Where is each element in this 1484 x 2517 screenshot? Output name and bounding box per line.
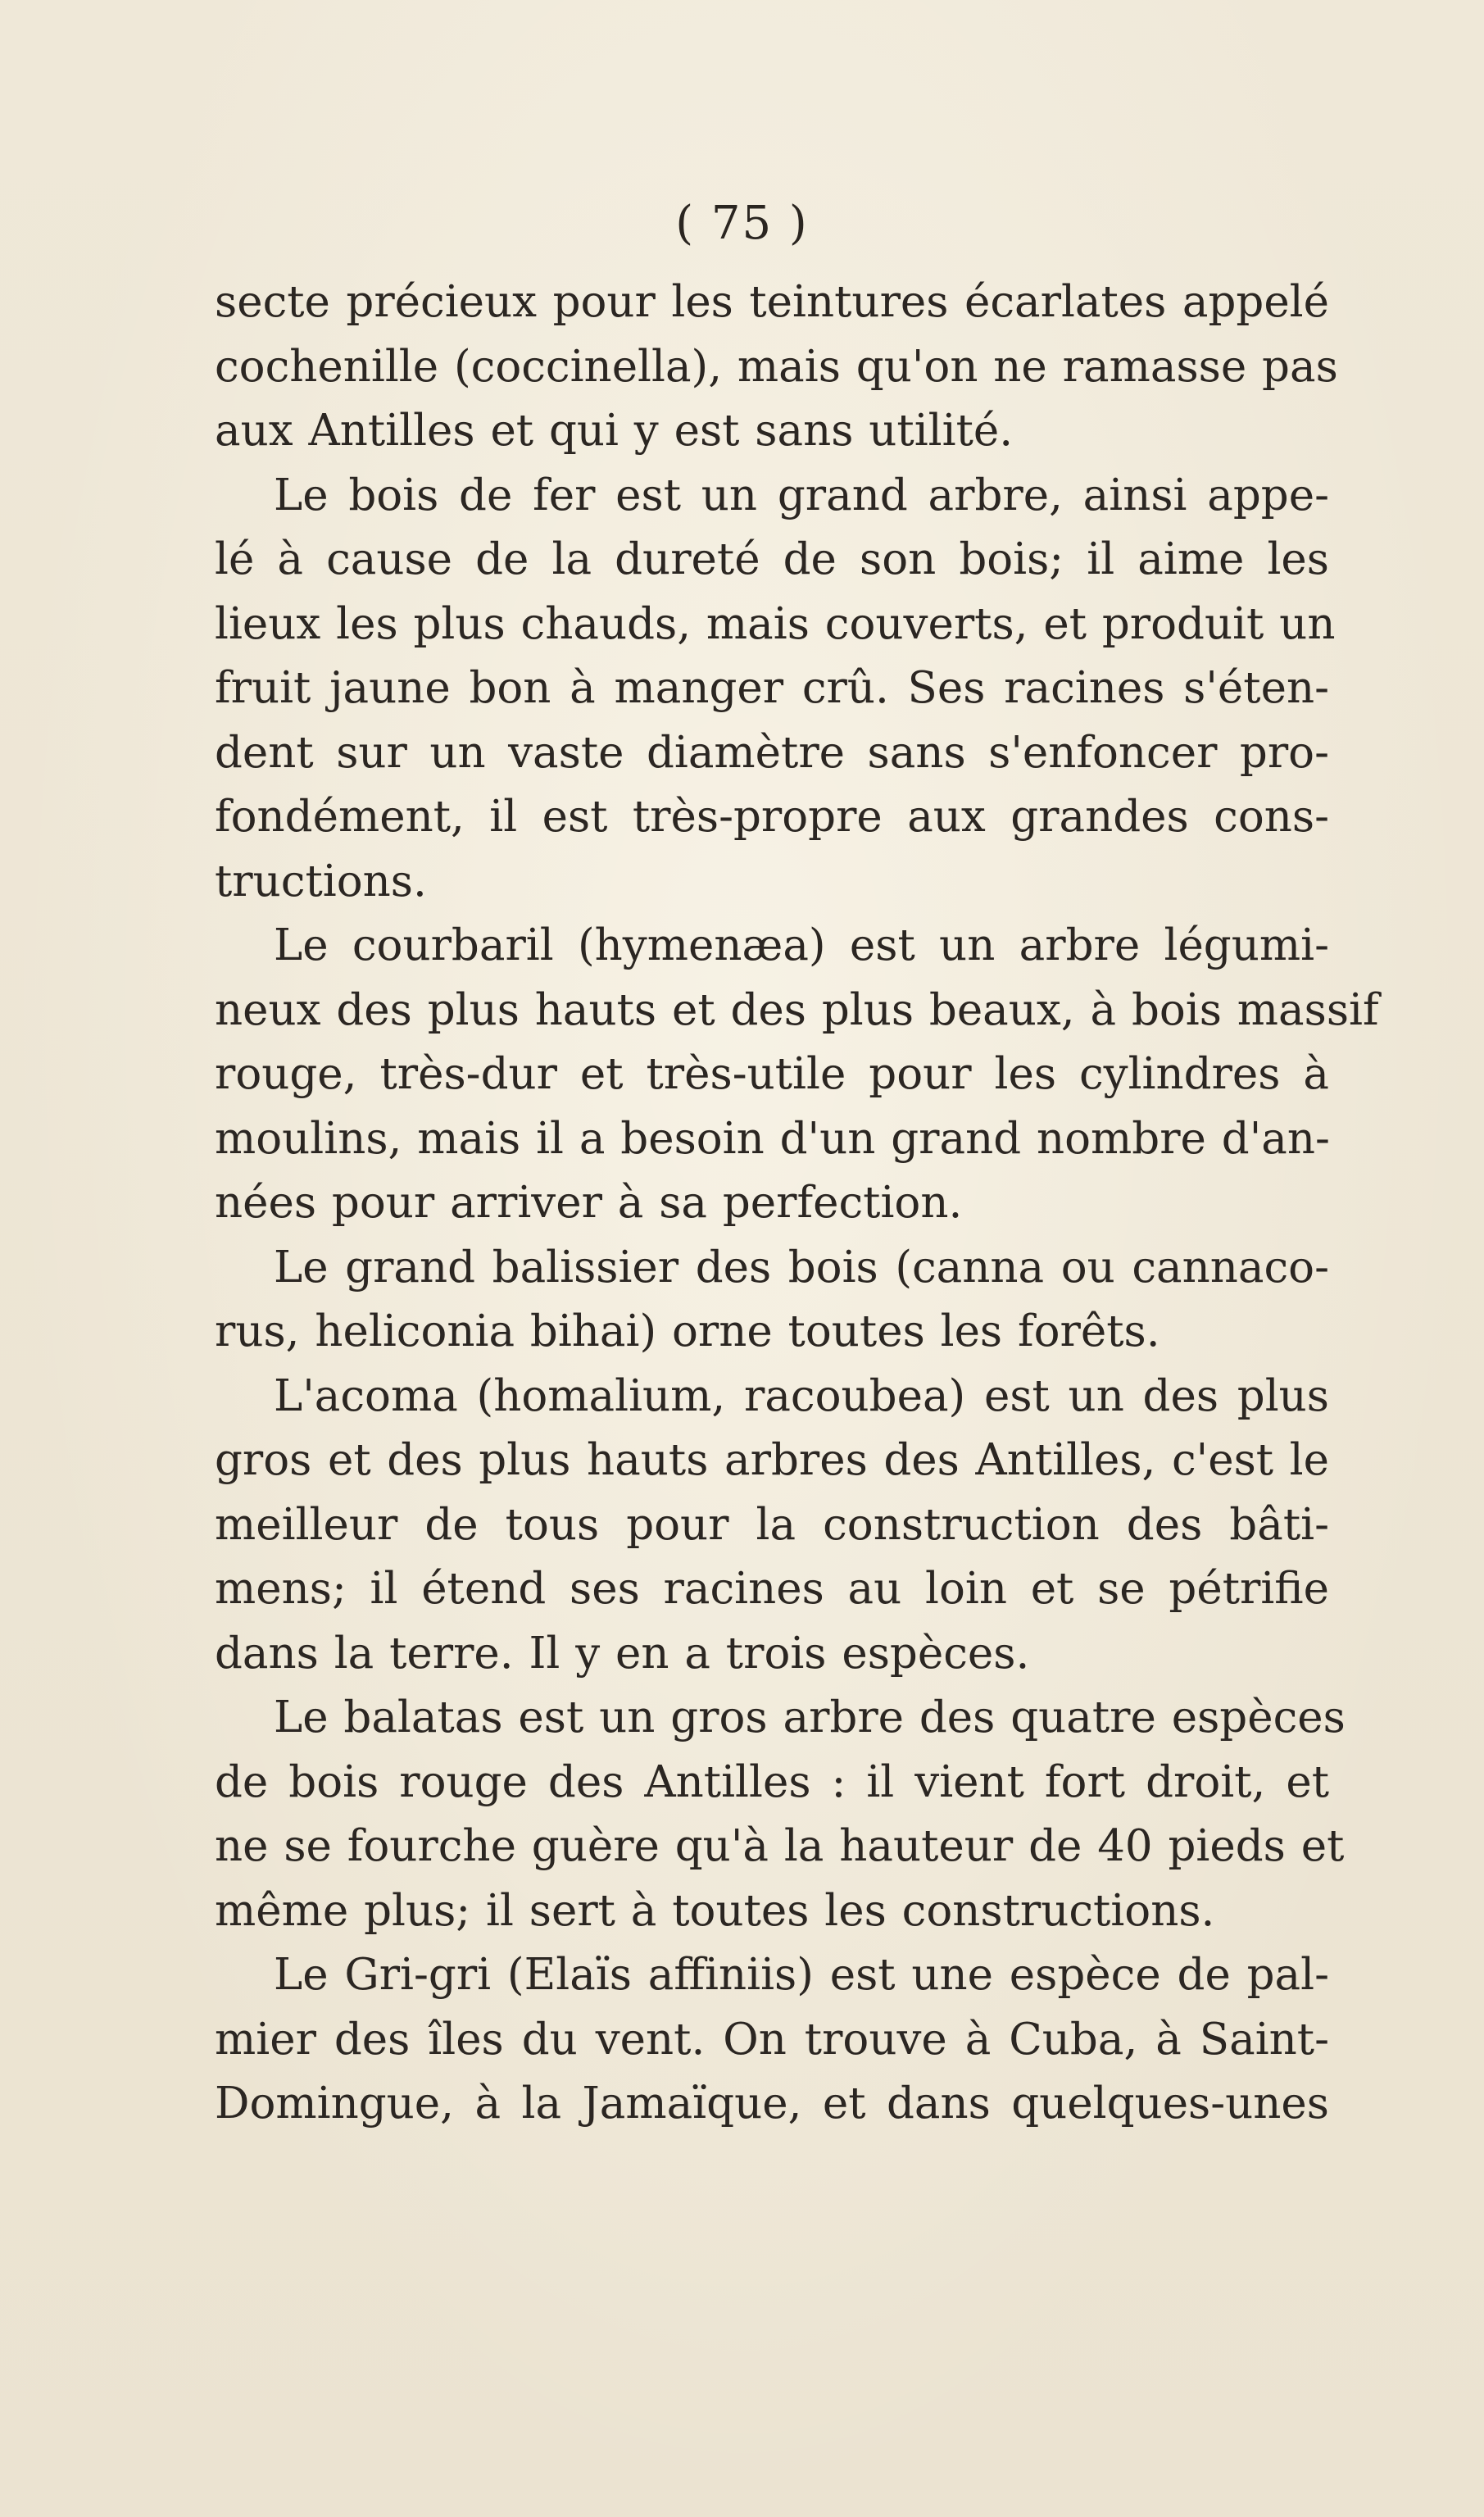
text-line: secte précieux pour les teintures écarlates appelé [215, 277, 1329, 327]
text-line: ne se fourche guère qu'à la hauteur de 40 pieds et [215, 1821, 1345, 1871]
body-text [215, 270, 1379, 2137]
text-line: nées pour arriver à sa perfection. [215, 1178, 963, 1228]
text-line: fondément, il est très-propre aux grandes cons- [215, 792, 1329, 842]
text-line: aux Antilles et qui y est sans utilité. [215, 406, 1014, 456]
text-line: dent sur un vaste diamètre sans s'enfoncer pro- [215, 727, 1329, 778]
text-line: Le bois de fer est un grand arbre, ainsi appe- [274, 470, 1329, 520]
text-line: mier des îles du vent. On trouve à Cuba, à Saint- [215, 2014, 1329, 2065]
text-line: mens; il étend ses racines au loin et se pétrifie [215, 1564, 1329, 1614]
text-line: tructions. [215, 856, 427, 906]
text-line: neux des plus hauts et des plus beaux, à bois massif [215, 984, 1379, 1035]
text-line: L'acoma (homalium, racoubea) est un des plus [274, 1370, 1329, 1421]
text-line: fruit jaune bon à manger crû. Ses racines s'éten- [215, 663, 1329, 713]
text-line: Le Gri-gri (Elaïs affiniis) est une espèce de pal- [274, 1950, 1329, 2000]
text-line: meilleur de tous pour la construction des bâti- [215, 1499, 1329, 1550]
text-line: Le balatas est un gros arbre des quatre espèces [274, 1692, 1346, 1742]
text-line: gros et des plus hauts arbres des Antilles, c'est le [215, 1435, 1329, 1485]
text-line: Domingue, à la Jamaïque, et dans quelques-unes [215, 2079, 1329, 2129]
text-line: lieux les plus chauds, mais couverts, et produit un [215, 598, 1336, 649]
text-line: Le courbaril (hymenæa) est un arbre légumi- [274, 920, 1329, 970]
text-line: moulins, mais il a besoin d'un grand nombre d'an- [215, 1113, 1330, 1164]
text-line: rus, heliconia bihai) orne toutes les forêts. [215, 1306, 1160, 1356]
text-line: lé à cause de la dureté de son bois; il aime les [215, 534, 1329, 584]
text-line: Le grand balissier des bois (canna ou cannaco- [274, 1242, 1329, 1293]
page-number: ( 75 ) [675, 197, 809, 250]
text-line: cochenille (coccinella), mais qu'on ne ramasse pas [215, 341, 1338, 392]
text-line: même plus; il sert à toutes les constructions. [215, 1885, 1215, 1936]
text-line: dans la terre. Il y en a trois espèces. [215, 1628, 1030, 1679]
text-line: de bois rouge des Antilles : il vient fort droit, et [215, 1756, 1329, 1807]
text-line: rouge, très-dur et très-utile pour les cylindres à [215, 1049, 1329, 1099]
